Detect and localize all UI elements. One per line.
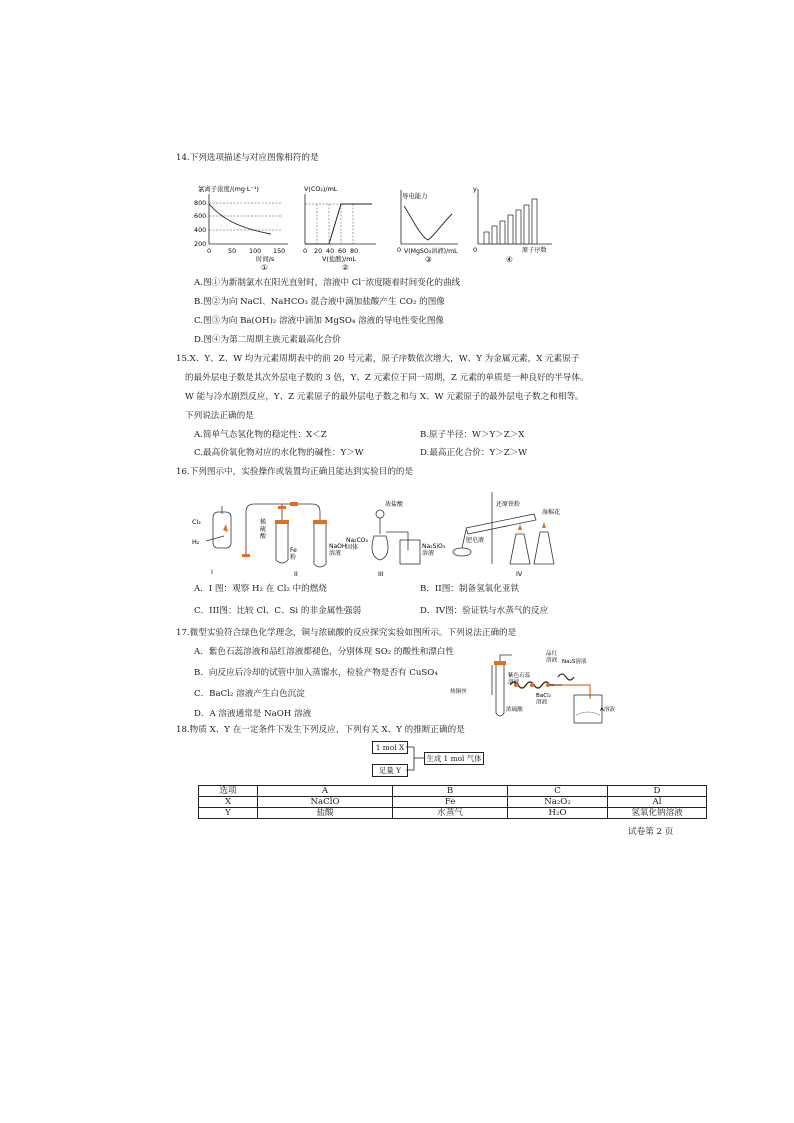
table-cell: 氢氧化钠溶液 xyxy=(608,808,707,819)
q15-option-b: B.原子半径：W＞Y＞Z＞X xyxy=(420,430,525,440)
graph3-ylabel: 导电能力 xyxy=(402,192,428,200)
label-litmus: 紫色石蕊溶液 xyxy=(508,673,531,686)
graph1-ytick-200: 200 xyxy=(194,240,207,248)
graph2-xtick-60: 60 xyxy=(338,247,347,255)
graph4-ylabel: y xyxy=(473,185,477,193)
graph1-ytick-800: 800 xyxy=(194,199,207,207)
label-conc-hcl: 浓盐酸 xyxy=(385,501,404,508)
q15-option-c: C.最高价氧化物对应的水化物的碱性：Y＞W xyxy=(194,448,364,458)
label-pinhong: 品红溶液 xyxy=(546,651,558,664)
graph1-ylabel: 氯离子浓度/(mg·L⁻¹) xyxy=(198,185,259,193)
q14-graph-1 xyxy=(194,184,288,272)
q16-apparatus xyxy=(186,484,576,580)
q17-stem: 17.微型实验符合绿色化学理念，铜与浓硫酸的反应探究实验如图所示。下列说法正确的是 xyxy=(176,628,517,638)
graph3-xlabel: V(MgSO₄溶液)/mL xyxy=(404,248,458,255)
table-cell: B xyxy=(393,786,508,797)
graph3-number: ③ xyxy=(425,255,432,264)
label-h2: H₂ xyxy=(192,538,200,546)
table-cell: C xyxy=(508,786,608,797)
q18-stem: 18.物质 X、Y 在一定条件下发生下列反应，下列有关 X、Y 的推断正确的是 xyxy=(176,725,465,735)
graph2-xtick-0: 0 xyxy=(303,247,308,255)
graph1-xtick-150: 150 xyxy=(273,247,286,255)
graph2-xtick-20: 20 xyxy=(314,247,323,255)
q14-graph-3 xyxy=(397,190,458,264)
q18-box-y: 足量 Y xyxy=(372,764,408,777)
page-footer: 试卷第 2 页 xyxy=(628,827,674,837)
label-dilute-acid: 稀硫酸 xyxy=(260,519,267,540)
q17-apparatus xyxy=(450,647,616,727)
apparatus-2 xyxy=(242,502,346,578)
label-wet-cotton: 湿棉花 xyxy=(542,509,561,516)
graph2-ylabel: V(CO₂)/mL xyxy=(304,185,338,193)
q15-stem-line1: 15.X、Y、Z、W 均为元素周期表中的前 20 号元素，原子序数依次增大，W、Y 为金属元素，X 元素原子 xyxy=(176,354,580,364)
graph3-origin: 0 xyxy=(397,246,402,254)
graph4-origin: 0 xyxy=(473,246,478,254)
q17-option-d: D．A 溶液通常是 NaOH 溶液 xyxy=(194,709,312,719)
q15-stem-line3: W 能与冷水剧烈反应，Y、Z 元素原子的最外层电子数之和与 X、W 元素原子的最外层电子数之和相等。 xyxy=(185,392,584,402)
q14-option-b: B.图②为向 NaCl、NaHCO₃ 混合液中滴加盐酸产生 CO₂ 的图像 xyxy=(194,297,445,307)
label-bacl2: BaCl₂ 溶液 xyxy=(536,693,551,706)
label-i: I xyxy=(211,568,213,576)
label-a-solution: A溶液 xyxy=(600,707,616,713)
q15-option-a: A.简单气态氢化物的稳定性：X＜Z xyxy=(194,430,327,440)
label-hot-copper-wire: 热铜丝 xyxy=(450,689,467,695)
apparatus-3 xyxy=(346,500,446,578)
table-cell: 选项 xyxy=(199,786,258,797)
q17-option-a: A．紫色石蕊溶液和品红溶液都褪色，分别体现 SO₂ 的酸性和漂白性 xyxy=(194,647,455,657)
q15-stem-line2: 的最外层电子数是其次外层电子数的 3 倍，Y、Z 元素位于同一周期，Z 元素的单质是一种良好的半导体。 xyxy=(185,373,589,383)
label-reduced-iron: 还原铁粉 xyxy=(496,501,521,508)
graph2-xtick-40: 40 xyxy=(326,247,335,255)
q16-stem: 16.下列图示中，实验操作或装置均正确且能达到实验目的的是 xyxy=(176,467,414,477)
table-row xyxy=(199,797,707,808)
table-cell: NaClO xyxy=(258,797,393,808)
graph2-xlabel: V(盐酸)/mL xyxy=(322,255,357,263)
label-na2s: Na₂S溶液 xyxy=(562,659,587,665)
table-cell: D xyxy=(608,786,707,797)
label-na2co3: Na₂CO₃ 固体 xyxy=(346,537,368,551)
q16-option-b: B．II图：制备氢氧化亚铁 xyxy=(420,584,520,594)
table-cell: Al xyxy=(608,797,707,808)
table-cell: A xyxy=(258,786,393,797)
q17-option-b: B．向反应后冷却的试管中加入蒸馏水，检验产物是否有 CuSO₄ xyxy=(194,668,438,678)
label-cl2: Cl₂ xyxy=(192,518,201,526)
q18-connector xyxy=(406,746,426,772)
table-cell: Y xyxy=(199,808,258,819)
table-cell: 水蒸气 xyxy=(393,808,508,819)
graph2-number: ② xyxy=(342,263,349,272)
graph4-xlabel: 原子序数 xyxy=(522,247,547,254)
q15-option-d: D.最高正化合价：Y＞Z＞W xyxy=(420,448,528,458)
graph1-xtick-0: 0 xyxy=(207,247,212,255)
q16-option-d: D．IV图：验证铁与水蒸气的反应 xyxy=(420,606,549,616)
table-cell: 盐酸 xyxy=(258,808,393,819)
label-naoh: NaOH 溶液 xyxy=(329,543,347,557)
q16-option-a: A．I 图：观察 H₂ 在 Cl₂ 中的燃烧 xyxy=(194,584,327,594)
apparatus-1 xyxy=(192,506,231,576)
apparatus-4 xyxy=(453,492,560,578)
q14-option-d: D.图④为第二周期主族元素最高化合价 xyxy=(194,335,341,345)
graph1-xlabel: 时间/s xyxy=(256,255,275,263)
label-soap-solution: 肥皂液 xyxy=(466,537,485,544)
graph4-number: ④ xyxy=(506,255,513,264)
q14-option-c: C.图③为向 Ba(OH)₂ 溶液中滴加 MgSO₄ 溶液的导电性变化图像 xyxy=(194,316,445,326)
table-cell: Fe xyxy=(393,797,508,808)
q18-options-table xyxy=(198,785,707,819)
label-conc-h2so4: 浓硫酸 xyxy=(506,707,523,713)
graph2-xtick-80: 80 xyxy=(350,247,359,255)
label-na2sio3: Na₂SiO₃ 溶液 xyxy=(422,543,446,557)
label-iv: IV xyxy=(516,570,523,578)
q18-box-x: 1 mol X xyxy=(372,741,408,754)
q14-graph-4 xyxy=(473,185,552,264)
table-cell: H₂O xyxy=(508,808,608,819)
graph1-number: ① xyxy=(261,263,268,272)
q15-stem-line4: 下列说法正确的是 xyxy=(185,411,254,421)
graph1-ytick-400: 400 xyxy=(194,226,207,234)
graph1-ytick-600: 600 xyxy=(194,212,207,220)
table-row xyxy=(199,808,707,819)
label-fe-powder: Fe 粉 xyxy=(290,547,297,561)
graph1-xtick-50: 50 xyxy=(228,247,237,255)
label-ii: II xyxy=(294,570,298,578)
table-row xyxy=(199,786,707,797)
q14-stem: 14.下列选项描述与对应图像相符的是 xyxy=(176,153,319,163)
q14-graph-2 xyxy=(303,185,376,272)
graph1-xtick-100: 100 xyxy=(249,247,262,255)
label-iii: III xyxy=(378,570,384,578)
q14-option-a: A.图①为新制氯水在阳光直射时，溶液中 Cl⁻浓度随着时间变化的曲线 xyxy=(194,278,461,288)
q17-option-c: C．BaCl₂ 溶液产生白色沉淀 xyxy=(194,689,305,699)
table-cell: Na₂O₂ xyxy=(508,797,608,808)
q18-box-result: 生成 1 mol 气体 xyxy=(424,752,484,765)
q16-option-c: C．III图：比较 Cl、C、Si 的非金属性强弱 xyxy=(194,606,362,616)
q14-graphs xyxy=(176,184,556,270)
table-cell: X xyxy=(199,797,258,808)
